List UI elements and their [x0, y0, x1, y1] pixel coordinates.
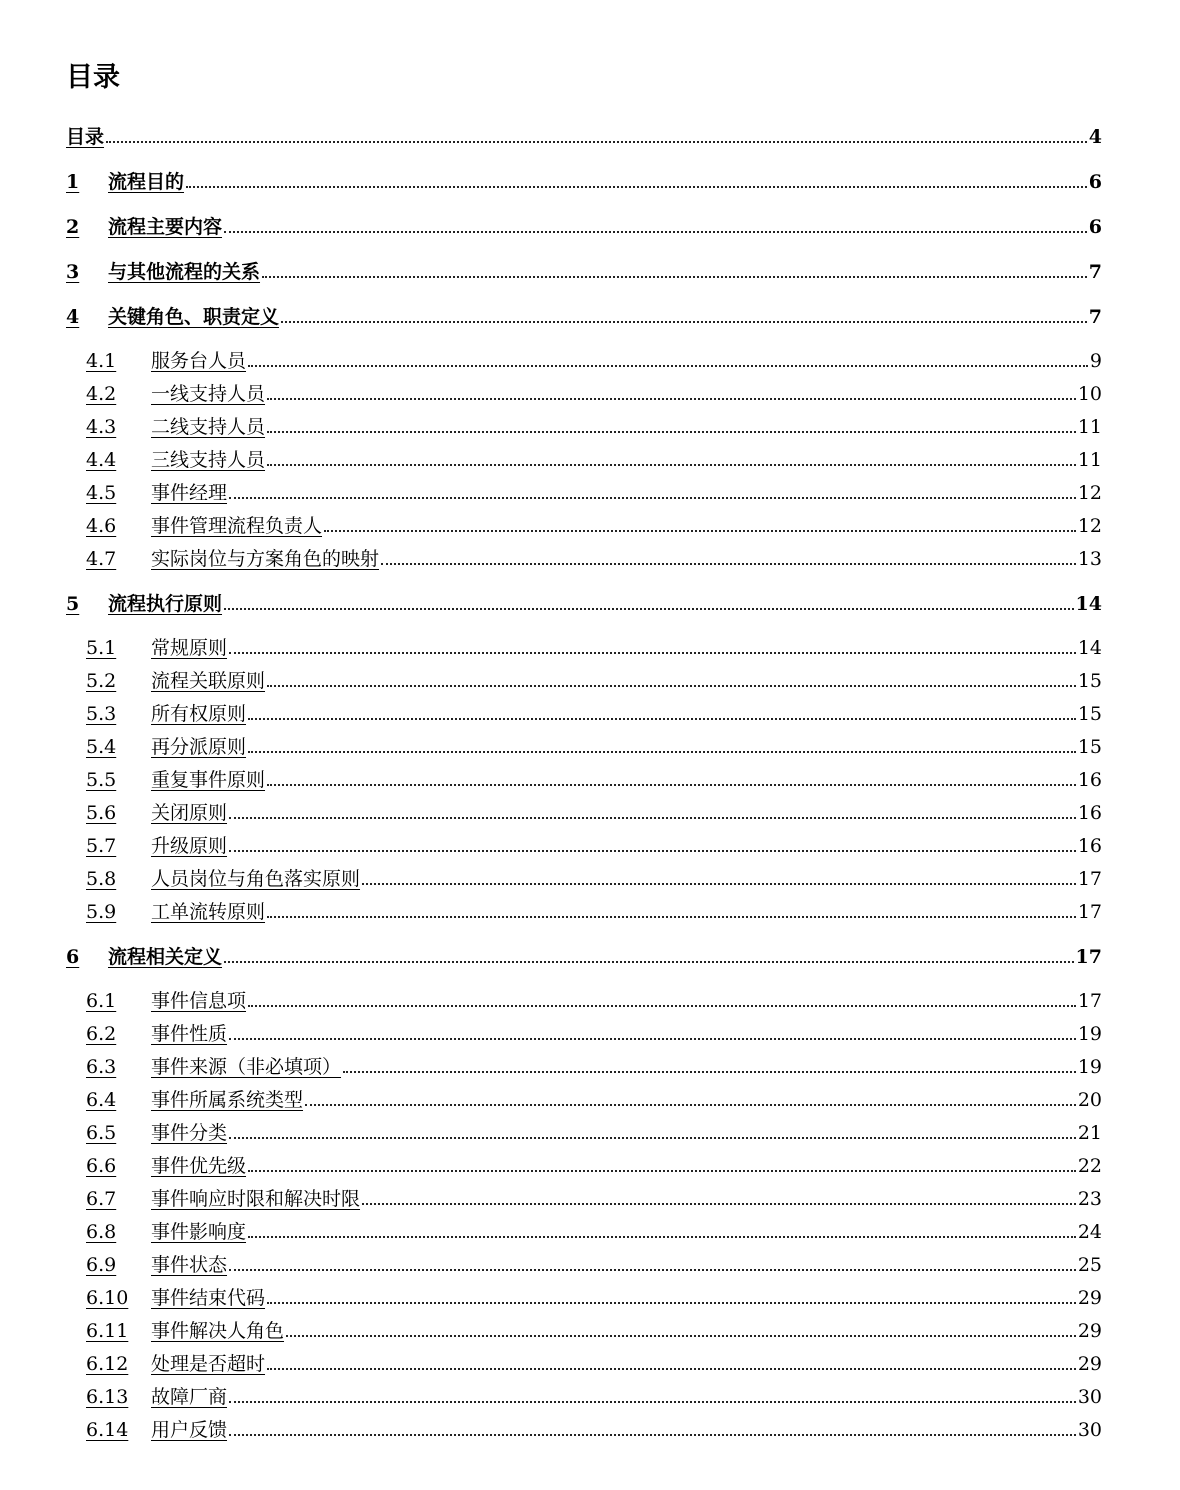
toc-entry-title[interactable]: 事件影响度 [151, 1221, 247, 1243]
toc-section-entry[interactable] [66, 584, 1102, 614]
toc-page-number: 12 [1077, 515, 1102, 537]
toc-page-number: 20 [1077, 1089, 1102, 1111]
toc-entry-number: 5.7 [86, 835, 117, 857]
toc-page-number: 7 [1088, 306, 1102, 328]
toc-subsection-entry[interactable] [86, 473, 1102, 503]
dot-leader [229, 497, 1076, 499]
toc-section-entry[interactable] [66, 162, 1102, 192]
toc-page-number: 7 [1088, 261, 1102, 283]
toc-subsection-entry[interactable] [86, 826, 1102, 856]
toc-entry-number: 5.2 [86, 670, 117, 692]
toc-subsection-entry[interactable] [86, 1377, 1102, 1407]
toc-page-number: 17 [1077, 868, 1102, 890]
dot-leader [248, 1005, 1076, 1007]
dot-leader [286, 1335, 1076, 1337]
toc-subsection-entry[interactable] [86, 1212, 1102, 1242]
toc-entry-title[interactable]: 人员岗位与角色落实原则 [151, 868, 361, 890]
dot-leader [267, 1302, 1076, 1304]
dot-leader [262, 276, 1087, 278]
toc-entry-number: 2 [66, 216, 80, 238]
toc-page-number: 14 [1077, 637, 1102, 659]
dot-leader [381, 563, 1076, 565]
toc-entry-title[interactable]: 实际岗位与方案角色的映射 [151, 548, 380, 570]
toc-page-number: 17 [1077, 901, 1102, 923]
toc-page-number: 6 [1088, 216, 1102, 238]
toc-page-number: 16 [1077, 769, 1102, 791]
toc-page-number: 11 [1077, 449, 1102, 471]
dot-leader [229, 1269, 1076, 1271]
toc-subsection-entry[interactable] [86, 981, 1102, 1011]
toc-page-number: 6 [1088, 171, 1102, 193]
toc-page-number: 29 [1077, 1287, 1102, 1309]
toc-page-number: 23 [1077, 1188, 1102, 1210]
toc-entry-number: 6 [66, 946, 80, 968]
toc-subsection-entry[interactable] [86, 1278, 1102, 1308]
toc-section-entry[interactable] [66, 252, 1102, 282]
toc-page-number: 12 [1077, 482, 1102, 504]
toc-section-entry[interactable] [66, 937, 1102, 967]
toc-entry-number: 6.13 [86, 1386, 129, 1408]
page-title: 目录 [66, 62, 120, 93]
toc-section-entry[interactable] [66, 117, 1102, 147]
toc-subsection-entry[interactable] [86, 760, 1102, 790]
dot-leader [267, 784, 1076, 786]
toc-entry-number: 6.8 [86, 1221, 117, 1243]
toc-subsection-entry[interactable] [86, 892, 1102, 922]
toc-subsection-entry[interactable] [86, 1410, 1102, 1440]
dot-leader [229, 850, 1076, 852]
dot-leader [324, 530, 1076, 532]
toc-entry-title[interactable]: 所有权原则 [151, 703, 247, 725]
toc-page-number: 30 [1077, 1419, 1102, 1441]
dot-leader [343, 1071, 1076, 1073]
toc-page-number: 15 [1077, 670, 1102, 692]
toc-entry-number: 4.2 [86, 383, 117, 405]
dot-leader [248, 365, 1088, 367]
dot-leader [362, 1203, 1076, 1205]
toc-entry-number: 6.5 [86, 1122, 117, 1144]
toc-page-number: 29 [1077, 1353, 1102, 1375]
toc-section-entry[interactable] [66, 297, 1102, 327]
toc-subsection-entry[interactable] [86, 1179, 1102, 1209]
toc-entry-title[interactable]: 关闭原则 [151, 802, 228, 824]
dot-leader [248, 718, 1076, 720]
dot-leader [267, 398, 1076, 400]
toc-subsection-entry[interactable] [86, 727, 1102, 757]
toc-subsection-entry[interactable] [86, 374, 1102, 404]
toc-entry-number: 6.12 [86, 1353, 129, 1375]
toc-entry-number: 6.10 [86, 1287, 129, 1309]
toc-subsection-entry[interactable] [86, 1014, 1102, 1044]
toc-entry-title[interactable]: 处理是否超时 [151, 1353, 266, 1375]
toc-subsection-entry[interactable] [86, 1047, 1102, 1077]
toc-page-number: 17 [1075, 946, 1102, 968]
dot-leader [248, 1170, 1076, 1172]
toc-entry-number: 4.7 [86, 548, 117, 570]
toc-page-number: 15 [1077, 736, 1102, 758]
dot-leader [267, 431, 1076, 433]
toc-page-number: 19 [1077, 1023, 1102, 1045]
toc-entry-title[interactable]: 升级原则 [151, 835, 228, 857]
dot-leader [229, 1137, 1076, 1139]
toc-entry-title[interactable]: 事件优先级 [151, 1155, 247, 1177]
toc-entry-title[interactable]: 再分派原则 [151, 736, 247, 758]
dot-leader [224, 608, 1074, 610]
toc-entry-number: 6.2 [86, 1023, 117, 1045]
toc-entry-title[interactable]: 重复事件原则 [151, 769, 266, 791]
toc-entry-title[interactable]: 事件经理 [151, 482, 228, 504]
toc-entry-number: 6.1 [86, 990, 117, 1012]
dot-leader [224, 231, 1087, 233]
toc-subsection-entry[interactable] [86, 440, 1102, 470]
toc-subsection-entry[interactable] [86, 539, 1102, 569]
toc-entry-number: 6.7 [86, 1188, 117, 1210]
toc-entry-title[interactable]: 流程关联原则 [151, 670, 266, 692]
toc-entry-title[interactable]: 事件管理流程负责人 [151, 515, 323, 537]
toc-entry-title[interactable]: 流程主要内容 [108, 216, 223, 238]
toc-entry-title[interactable]: 事件所属系统类型 [151, 1089, 304, 1111]
toc-entry-number: 4.1 [86, 350, 117, 372]
toc-entry-number: 6.4 [86, 1089, 117, 1111]
toc-subsection-entry[interactable] [86, 1113, 1102, 1143]
dot-leader [186, 186, 1087, 188]
toc-page-number: 17 [1077, 990, 1102, 1012]
toc-entry-number: 4.6 [86, 515, 117, 537]
toc-subsection-entry[interactable] [86, 793, 1102, 823]
toc-page-number: 24 [1077, 1221, 1102, 1243]
toc-page-number: 21 [1077, 1122, 1102, 1144]
dot-leader [248, 1236, 1076, 1238]
toc-subsection-entry[interactable] [86, 1311, 1102, 1341]
toc-entry-number: 5.5 [86, 769, 117, 791]
dot-leader [229, 1434, 1076, 1436]
dot-leader [362, 883, 1076, 885]
toc-page-number: 14 [1075, 593, 1102, 615]
toc-entry-number: 6.9 [86, 1254, 117, 1276]
toc-entry-title[interactable]: 目录 [66, 126, 105, 148]
toc-entry-number: 5.9 [86, 901, 117, 923]
toc-entry-title[interactable]: 常规原则 [151, 637, 228, 659]
toc-entry-number: 6.14 [86, 1419, 129, 1441]
toc-page-number: 16 [1077, 802, 1102, 824]
toc-entry-title[interactable]: 事件状态 [151, 1254, 228, 1276]
toc-entry-number: 5.1 [86, 637, 117, 659]
dot-leader [281, 321, 1087, 323]
toc-entry-title[interactable]: 工单流转原则 [151, 901, 266, 923]
dot-leader [229, 817, 1076, 819]
dot-leader [229, 652, 1076, 654]
toc-entry-title[interactable]: 与其他流程的关系 [108, 261, 261, 283]
toc-entry-title[interactable]: 事件分类 [151, 1122, 228, 1144]
toc-entry-title[interactable]: 故障厂商 [151, 1386, 228, 1408]
dot-leader [267, 464, 1076, 466]
toc-entry-number: 4 [66, 306, 80, 328]
toc-entry-title[interactable]: 服务台人员 [151, 350, 247, 372]
toc-subsection-entry[interactable] [86, 1146, 1102, 1176]
toc-entry-title[interactable]: 流程执行原则 [108, 593, 223, 615]
dot-leader [248, 751, 1076, 753]
dot-leader [224, 961, 1074, 963]
dot-leader [267, 1368, 1076, 1370]
toc-page-number: 4 [1088, 126, 1102, 148]
dot-leader [267, 685, 1076, 687]
toc-entry-number: 5.4 [86, 736, 117, 758]
toc-entry-number: 5.8 [86, 868, 117, 890]
dot-leader [229, 1401, 1076, 1403]
toc-entry-title[interactable]: 事件结束代码 [151, 1287, 266, 1309]
toc-entry-number: 5 [66, 593, 80, 615]
toc-entry-title[interactable]: 三线支持人员 [151, 449, 266, 471]
toc-entry-number: 4.4 [86, 449, 117, 471]
toc-page-number: 11 [1077, 416, 1102, 438]
dot-leader [305, 1104, 1076, 1106]
toc-entry-title[interactable]: 一线支持人员 [151, 383, 266, 405]
toc-entry-number: 6.6 [86, 1155, 117, 1177]
toc-subsection-entry[interactable] [86, 1245, 1102, 1275]
toc-subsection-entry[interactable] [86, 506, 1102, 536]
toc-subsection-entry[interactable] [86, 407, 1102, 437]
toc-entry-title[interactable]: 事件来源（非必填项） [151, 1056, 342, 1078]
toc-entry-title[interactable]: 事件响应时限和解决时限 [151, 1188, 361, 1210]
toc-subsection-entry[interactable] [86, 628, 1102, 658]
toc-entry-title[interactable]: 关键角色、职责定义 [108, 306, 280, 328]
toc-page-number: 30 [1077, 1386, 1102, 1408]
toc-entry-title[interactable]: 二线支持人员 [151, 416, 266, 438]
toc-page-number: 13 [1077, 548, 1102, 570]
toc-page-number: 16 [1077, 835, 1102, 857]
toc-entry-number: 5.6 [86, 802, 117, 824]
dot-leader [106, 141, 1087, 143]
dot-leader [229, 1038, 1076, 1040]
toc-page-number: 15 [1077, 703, 1102, 725]
toc-subsection-entry[interactable] [86, 859, 1102, 889]
toc-entry-number: 1 [66, 171, 80, 193]
toc-subsection-entry[interactable] [86, 1080, 1102, 1110]
toc-entry-title[interactable]: 事件信息项 [151, 990, 247, 1012]
dot-leader [267, 916, 1076, 918]
toc-entry-number: 5.3 [86, 703, 117, 725]
toc-subsection-entry[interactable] [86, 661, 1102, 691]
toc-page-number: 19 [1077, 1056, 1102, 1078]
toc-subsection-entry[interactable] [86, 694, 1102, 724]
toc-entry-number: 6.3 [86, 1056, 117, 1078]
toc-entry-number: 3 [66, 261, 80, 283]
toc-entry-title[interactable]: 流程目的 [108, 171, 185, 193]
toc-page-number: 9 [1089, 350, 1102, 372]
toc-page-number: 22 [1077, 1155, 1102, 1177]
toc-section-entry[interactable] [66, 207, 1102, 237]
toc-subsection-entry[interactable] [86, 341, 1102, 371]
toc-entry-number: 4.5 [86, 482, 117, 504]
toc-page-number: 29 [1077, 1320, 1102, 1342]
toc-entry-title[interactable]: 事件解决人角色 [151, 1320, 285, 1342]
toc-entry-title[interactable]: 事件性质 [151, 1023, 228, 1045]
toc-page-number: 25 [1077, 1254, 1102, 1276]
toc-entry-number: 4.3 [86, 416, 117, 438]
toc-entry-title[interactable]: 流程相关定义 [108, 946, 223, 968]
toc-page-number: 10 [1077, 383, 1102, 405]
toc-entry-title[interactable]: 用户反馈 [151, 1419, 228, 1441]
toc-entry-number: 6.11 [86, 1320, 129, 1342]
toc-subsection-entry[interactable] [86, 1344, 1102, 1374]
